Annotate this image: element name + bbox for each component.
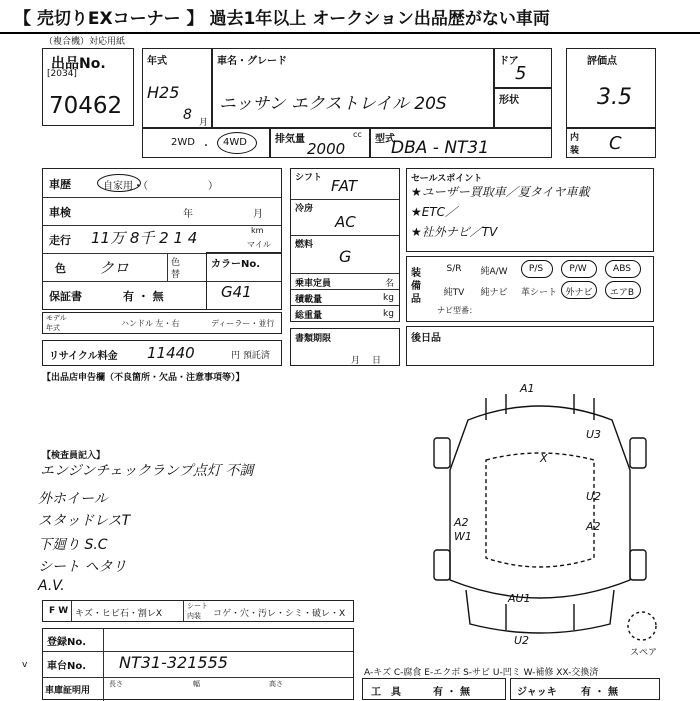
mid-block bbox=[290, 168, 400, 322]
displacement-label: 排気量 bbox=[275, 134, 305, 145]
sales-line-2: ★ETC／ bbox=[411, 205, 458, 219]
drive-dot: ・ bbox=[201, 141, 211, 152]
lot-number: 70462 bbox=[49, 93, 123, 119]
mark-x: X bbox=[540, 452, 548, 465]
equip-navi-model: ナビ型番： bbox=[437, 306, 477, 315]
model-year-handle: ハンドル 左・右 bbox=[121, 319, 180, 328]
mark-u2-right: U2 bbox=[586, 490, 602, 503]
mark-u3: U3 bbox=[586, 428, 602, 441]
tools-box bbox=[362, 678, 506, 700]
inspector-note-2: 外ホイール bbox=[38, 491, 108, 507]
after-date-box bbox=[406, 326, 654, 366]
wheel-fl bbox=[434, 438, 450, 468]
inspector-note-5: シート ヘタリ bbox=[38, 559, 127, 575]
history-label: 車歴 bbox=[49, 178, 71, 191]
interior-value: C bbox=[609, 133, 622, 154]
inspector-note-6: A.V. bbox=[38, 578, 65, 594]
color-no-value: G41 bbox=[221, 283, 252, 301]
car-diagram bbox=[410, 380, 670, 660]
margin-mark: v bbox=[22, 660, 28, 670]
model-year-dealer: ディーラー・並行 bbox=[211, 319, 275, 328]
notes-header: 【出品店申告欄（不良箇所・欠品・注意事項等）】 bbox=[42, 373, 245, 383]
door-box bbox=[494, 48, 552, 88]
recycle-label: リサイクル料金 bbox=[49, 351, 118, 362]
equip-ext-navi: 外ナビ bbox=[565, 288, 593, 298]
model-value: DBA - NT31 bbox=[391, 138, 490, 158]
sales-line-3: ★社外ナビ／TV bbox=[411, 225, 498, 239]
equip-aw: 純A/W bbox=[480, 267, 508, 277]
year-label: 年式 bbox=[147, 56, 167, 67]
mark-w1: W1 bbox=[454, 530, 472, 543]
color-change-top: 色 bbox=[171, 258, 181, 268]
sales-label: セールスポイント bbox=[411, 174, 483, 184]
load-unit: kg bbox=[383, 293, 394, 303]
spare-label: スペア bbox=[630, 648, 658, 658]
after-date-label: 後日品 bbox=[411, 333, 441, 344]
warranty-label: 保証書 bbox=[49, 290, 82, 303]
equip-label: 装備品 bbox=[411, 268, 421, 305]
mileage-unit-mile: マイル bbox=[247, 240, 271, 249]
tools-label: 工 具 bbox=[371, 687, 401, 698]
model-year-label-2: 年式 bbox=[46, 324, 60, 332]
mileage-label: 走行 bbox=[49, 234, 71, 247]
interior-label-1: 内 bbox=[570, 133, 580, 143]
wheel-fr bbox=[630, 438, 646, 468]
wheel-rl bbox=[434, 550, 450, 580]
sales-box bbox=[406, 168, 654, 252]
recycle-box bbox=[42, 340, 282, 366]
recycle-value: 11440 bbox=[147, 344, 195, 362]
chassis-value: NT31-321555 bbox=[119, 653, 228, 672]
car-name-box bbox=[212, 48, 494, 128]
model-label: 型式 bbox=[375, 134, 395, 145]
color-no-box bbox=[206, 252, 282, 310]
ac-value: AC bbox=[335, 213, 356, 231]
model-year-box bbox=[42, 312, 282, 334]
history-circle bbox=[97, 174, 141, 192]
equip-leather: 革シート bbox=[520, 288, 557, 298]
equip-sr: S/R bbox=[446, 264, 462, 274]
capacity-unit: 名 bbox=[385, 279, 395, 289]
ac-label: 冷房 bbox=[295, 204, 314, 214]
mileage-unit-km: km bbox=[251, 226, 264, 235]
score-label: 評価点 bbox=[587, 56, 617, 67]
lot-box bbox=[42, 48, 134, 126]
doc-period-unit: 月日 bbox=[351, 356, 394, 366]
inspection-month-unit: 月 bbox=[253, 209, 263, 220]
equip-airbag: エアB bbox=[609, 288, 635, 298]
weight-label: 総重量 bbox=[295, 311, 323, 321]
fw-text2: コゲ・穴・汚レ・シミ・破レ・X bbox=[213, 609, 346, 619]
equip-abs-circle bbox=[605, 260, 641, 278]
header-partial: （複合機）対応用紙 bbox=[44, 37, 126, 47]
jack-box bbox=[510, 678, 660, 700]
model-year-label-1: モデル bbox=[46, 314, 67, 322]
fuel-label: 燃料 bbox=[295, 240, 314, 250]
mark-a1-top: A1 bbox=[520, 382, 535, 395]
year-box bbox=[142, 48, 212, 128]
shift-value: FAT bbox=[331, 177, 358, 195]
mark-u2-bottom: U2 bbox=[514, 634, 530, 647]
equip-box bbox=[406, 256, 654, 322]
tools-options: 有 ・ 無 bbox=[433, 687, 470, 698]
mark-a2-right: A2 bbox=[586, 520, 601, 533]
equip-ext-navi-circle bbox=[561, 281, 597, 299]
recycle-unit: 円 預託済 bbox=[231, 351, 270, 361]
car-name-label: 車名・グレード bbox=[217, 56, 287, 67]
color-no-label: カラーNo. bbox=[211, 259, 261, 270]
displacement-value: 2000 bbox=[307, 140, 346, 158]
inspector-note-4: 下廻り S.C bbox=[38, 537, 108, 553]
score-box bbox=[566, 48, 656, 128]
jack-options: 有 ・ 無 bbox=[581, 687, 618, 698]
cert-height: 高さ bbox=[269, 680, 283, 688]
mark-a1-front: AU1 bbox=[508, 592, 531, 605]
shape-box bbox=[494, 88, 552, 128]
capacity-label: 乗車定員 bbox=[295, 279, 332, 289]
color-change-bottom: 替 bbox=[171, 270, 181, 280]
drive-4wd: 4WD bbox=[223, 137, 247, 148]
fw-text: キズ・ヒビ石・割レX bbox=[75, 609, 162, 619]
year-month: 8 bbox=[183, 107, 192, 123]
equip-abs: ABS bbox=[613, 264, 631, 274]
chassis-label: 車台No. bbox=[47, 661, 87, 672]
jack-label: ジャッキ bbox=[517, 687, 557, 698]
equip-ps-circle bbox=[521, 260, 553, 278]
door-value: 5 bbox=[515, 63, 527, 84]
mark-a2-left: A2 bbox=[454, 516, 469, 529]
doc-period-label: 書類期限 bbox=[295, 334, 332, 344]
car-roof bbox=[486, 453, 594, 567]
fw-row bbox=[42, 600, 354, 622]
drive-box bbox=[142, 128, 270, 158]
drive-4wd-circle bbox=[217, 132, 257, 154]
cert-width: 幅 bbox=[193, 680, 200, 688]
inspector-note-1: エンジンチェックランプ点灯 不調 bbox=[40, 463, 254, 479]
color-label: 色 bbox=[55, 262, 66, 275]
registration-label: 登録No. bbox=[47, 637, 87, 648]
equip-pw: P/W bbox=[569, 264, 587, 274]
equip-ps: P/S bbox=[528, 264, 544, 274]
lot-tag: [2034] bbox=[47, 69, 77, 79]
equip-airbag-circle bbox=[605, 281, 641, 299]
color-value: クロ bbox=[99, 259, 130, 277]
car-body-outline bbox=[450, 406, 630, 598]
cert-label: 車庫証明用 bbox=[45, 686, 91, 696]
sales-line-1: ★ユーザー買取車／夏タイヤ車載 bbox=[411, 185, 590, 199]
fw-seat-1: シート bbox=[187, 602, 208, 610]
drive-2wd: 2WD bbox=[171, 137, 195, 148]
inspection-label: 車検 bbox=[49, 206, 71, 219]
score-value: 3.5 bbox=[597, 85, 632, 110]
history-value: 自家用・（ ） bbox=[103, 181, 218, 192]
banner bbox=[0, 0, 700, 34]
weight-unit: kg bbox=[383, 309, 394, 319]
equip-navi: 純ナビ bbox=[480, 288, 508, 298]
car-name-value: ニッサン エクストレイル 20S bbox=[219, 94, 447, 114]
interior-label-2: 装 bbox=[570, 146, 580, 156]
lot-label: 出品No. bbox=[51, 56, 106, 72]
equip-tv: 純TV bbox=[443, 288, 465, 298]
door-label: ドア bbox=[499, 56, 519, 67]
inspection-year-unit: 年 bbox=[183, 209, 193, 220]
reg-block bbox=[42, 628, 354, 700]
doc-period-box bbox=[290, 328, 400, 366]
fw-label: F W bbox=[49, 606, 69, 616]
spare-tire bbox=[628, 612, 656, 640]
shape-label: 形状 bbox=[499, 95, 519, 106]
wheel-rr bbox=[630, 550, 646, 580]
mileage-value: 11万 8千 2 1 4 bbox=[91, 229, 198, 247]
shift-label: シフト bbox=[295, 173, 323, 183]
legend: A-キズ C-腐食 E-エクボ S-サビ U-凹ミ W-補修 XX-交換済 bbox=[364, 668, 599, 678]
displacement-box bbox=[270, 128, 370, 158]
interior-box bbox=[566, 128, 656, 158]
banner-text: 【 売切りEXコーナー 】 過去1年以上 オークション出品歴がない車両 bbox=[14, 9, 550, 29]
fuel-value: G bbox=[339, 247, 352, 266]
fw-seat-2: 内装 bbox=[187, 612, 201, 620]
load-label: 積載量 bbox=[295, 295, 323, 305]
inspector-note-3: スタッドレスT bbox=[38, 513, 131, 529]
year-era: H25 bbox=[147, 83, 180, 102]
equip-pw-circle bbox=[561, 260, 597, 278]
model-box bbox=[370, 128, 552, 158]
displacement-unit: cc bbox=[353, 130, 362, 139]
cert-length: 長さ bbox=[109, 680, 123, 688]
inspector-header: 【検査員記入】 bbox=[42, 451, 106, 461]
warranty-options: 有 ・ 無 bbox=[123, 290, 164, 303]
year-month-unit: 月 bbox=[199, 118, 209, 128]
